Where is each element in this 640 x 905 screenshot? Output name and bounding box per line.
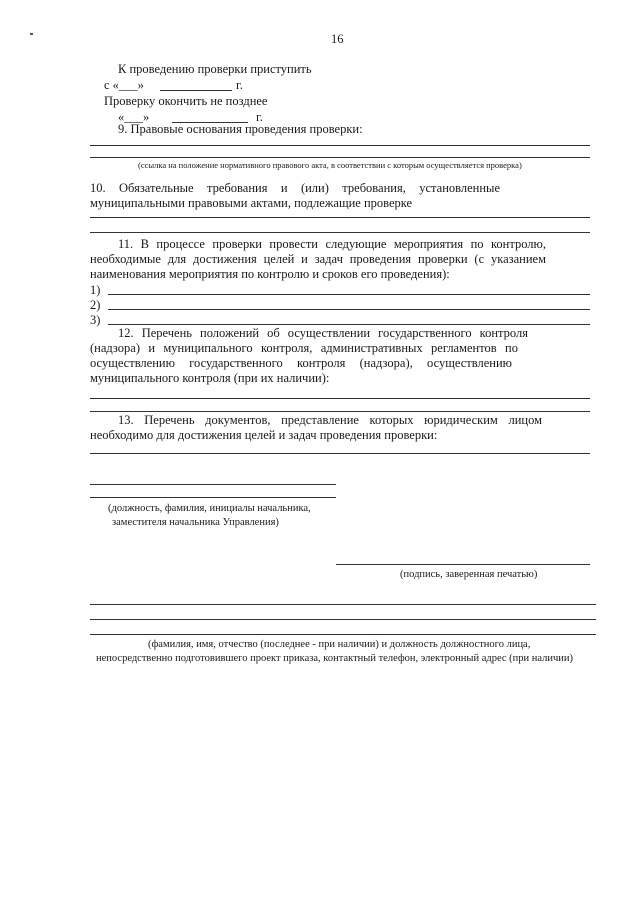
section11-item-1-number: 1) <box>90 283 101 297</box>
section10-field-1[interactable] <box>90 217 590 218</box>
end-heading: Проверку окончить не позднее <box>104 94 268 108</box>
start-date-field[interactable] <box>160 90 232 91</box>
section11-item-2-field[interactable] <box>108 309 590 310</box>
section12-line3: осуществлению государственного контроля (надзора), осуществлению <box>90 356 512 370</box>
section9-field-2[interactable] <box>90 157 590 158</box>
official-caption-line1: (должность, фамилия, инициалы начальника, <box>108 503 311 514</box>
signature-field[interactable] <box>336 564 590 565</box>
section13-line1: 13. Перечень документов, представление которых юридическим лицом <box>118 413 542 427</box>
section13-line2: необходимо для достижения целей и задач проведения проверки: <box>90 428 438 442</box>
preparer-field-1[interactable] <box>90 604 596 605</box>
start-year-suffix: г. <box>236 78 243 92</box>
section12-line4: муниципального контроля (при их наличии): <box>90 371 330 385</box>
section9-note: (ссылка на положение нормативного правового акта, в соответствии с которым осуществляется проверка) <box>138 160 522 170</box>
preparer-caption-line2: непосредственно подготовившего проект приказа, контактный телефон, электронный адрес (при наличии) <box>96 653 574 664</box>
section11-line1: 11. В процессе проверки провести следующие мероприятия по контролю, <box>118 237 546 251</box>
page-number: 16 <box>331 32 344 46</box>
signature-caption: (подпись, заверенная печатью) <box>400 569 538 580</box>
official-field-1[interactable] <box>90 484 336 485</box>
section11-line3: наименования мероприятия по контролю и сроков его проведения): <box>90 267 450 281</box>
preparer-field-2[interactable] <box>90 619 596 620</box>
section9-field-1[interactable] <box>90 145 590 146</box>
preparer-field-3[interactable] <box>90 634 596 635</box>
section13-field[interactable] <box>90 453 590 454</box>
section12-field-1[interactable] <box>90 398 590 399</box>
section11-item-2-number: 2) <box>90 298 101 312</box>
scan-speck <box>30 33 33 35</box>
section10-line2: муниципальными правовыми актами, подлежащие проверке <box>90 196 413 210</box>
section9-title: 9. Правовые основания проведения проверки: <box>118 122 363 136</box>
section10-line1: 10. Обязательные требования и (или) требования, установленные <box>90 181 500 195</box>
preparer-caption-line1: (фамилия, имя, отчество (последнее - при наличии) и должность должностного лица, <box>148 639 531 650</box>
end-date-prefix: «___» <box>118 110 150 124</box>
section11-line2: необходимые для достижения целей и задач проведения проверки (с указанием <box>90 252 546 266</box>
section11-item-1-field[interactable] <box>108 294 590 295</box>
section12-line2: (надзора) и муниципального контроля, административных регламентов по <box>90 341 518 355</box>
section12-line1: 12. Перечень положений об осуществлении государственного контроля <box>118 326 528 340</box>
section10-field-2[interactable] <box>90 232 590 233</box>
start-heading: К проведению проверки приступить <box>118 62 312 76</box>
section12-field-2[interactable] <box>90 411 590 412</box>
start-date-prefix: с «___» <box>104 78 144 92</box>
official-field-2[interactable] <box>90 497 336 498</box>
end-year-suffix: г. <box>256 110 263 124</box>
section11-item-3-field[interactable] <box>108 324 590 325</box>
official-caption-line2: заместителя начальника Управления) <box>112 517 279 528</box>
section11-item-3-number: 3) <box>90 313 101 327</box>
